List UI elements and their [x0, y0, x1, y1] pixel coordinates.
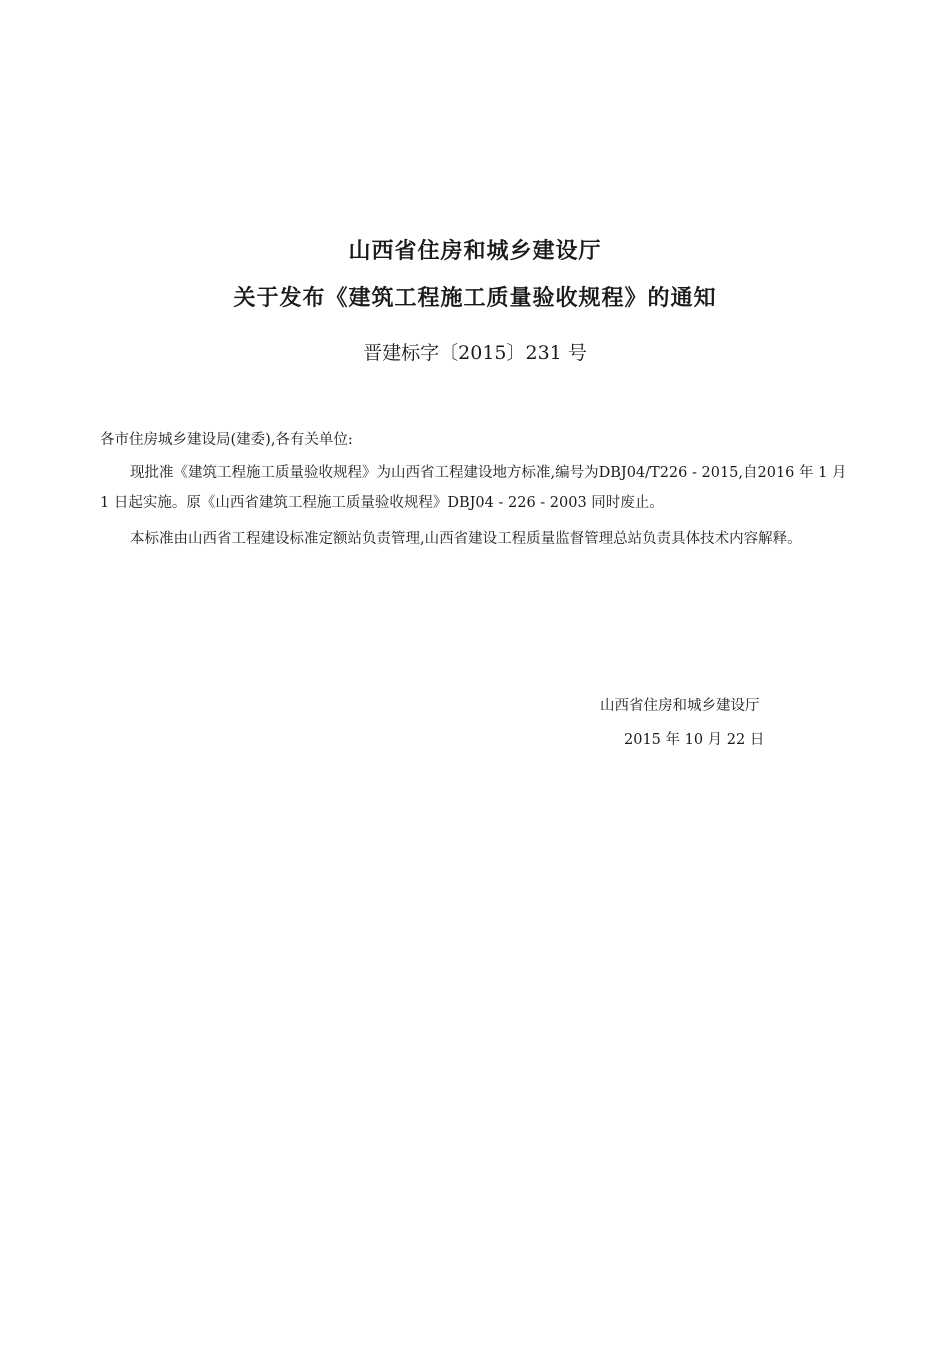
issue-date: 2015 年 10 月 22 日 [624, 732, 765, 748]
paragraph-approval: 现批准《建筑工程施工质量验收规程》为山西省工程建设地方标准,编号为DBJ04/T226 - 2015,自2016 年 1 月 1 日起实施。原《山西省建筑工程施工质量验收规程》DBJ04 - 226 - 2003 同时废止。 [100, 465, 847, 511]
salutation: 各市住房城乡建设局(建委),各有关单位: [100, 432, 353, 448]
document-number: 晋建标字〔2015〕231 号 [363, 342, 587, 364]
notice-title-line2: 关于发布《建筑工程施工质量验收规程》的通知 [233, 286, 717, 311]
paragraph-management: 本标准由山西省工程建设标准定额站负责管理,山西省建设工程质量监督管理总站负责具体技术内容解释。 [130, 531, 802, 547]
notice-title-line1: 山西省住房和城乡建设厅 [348, 239, 602, 264]
issuer-name: 山西省住房和城乡建设厅 [600, 698, 760, 714]
